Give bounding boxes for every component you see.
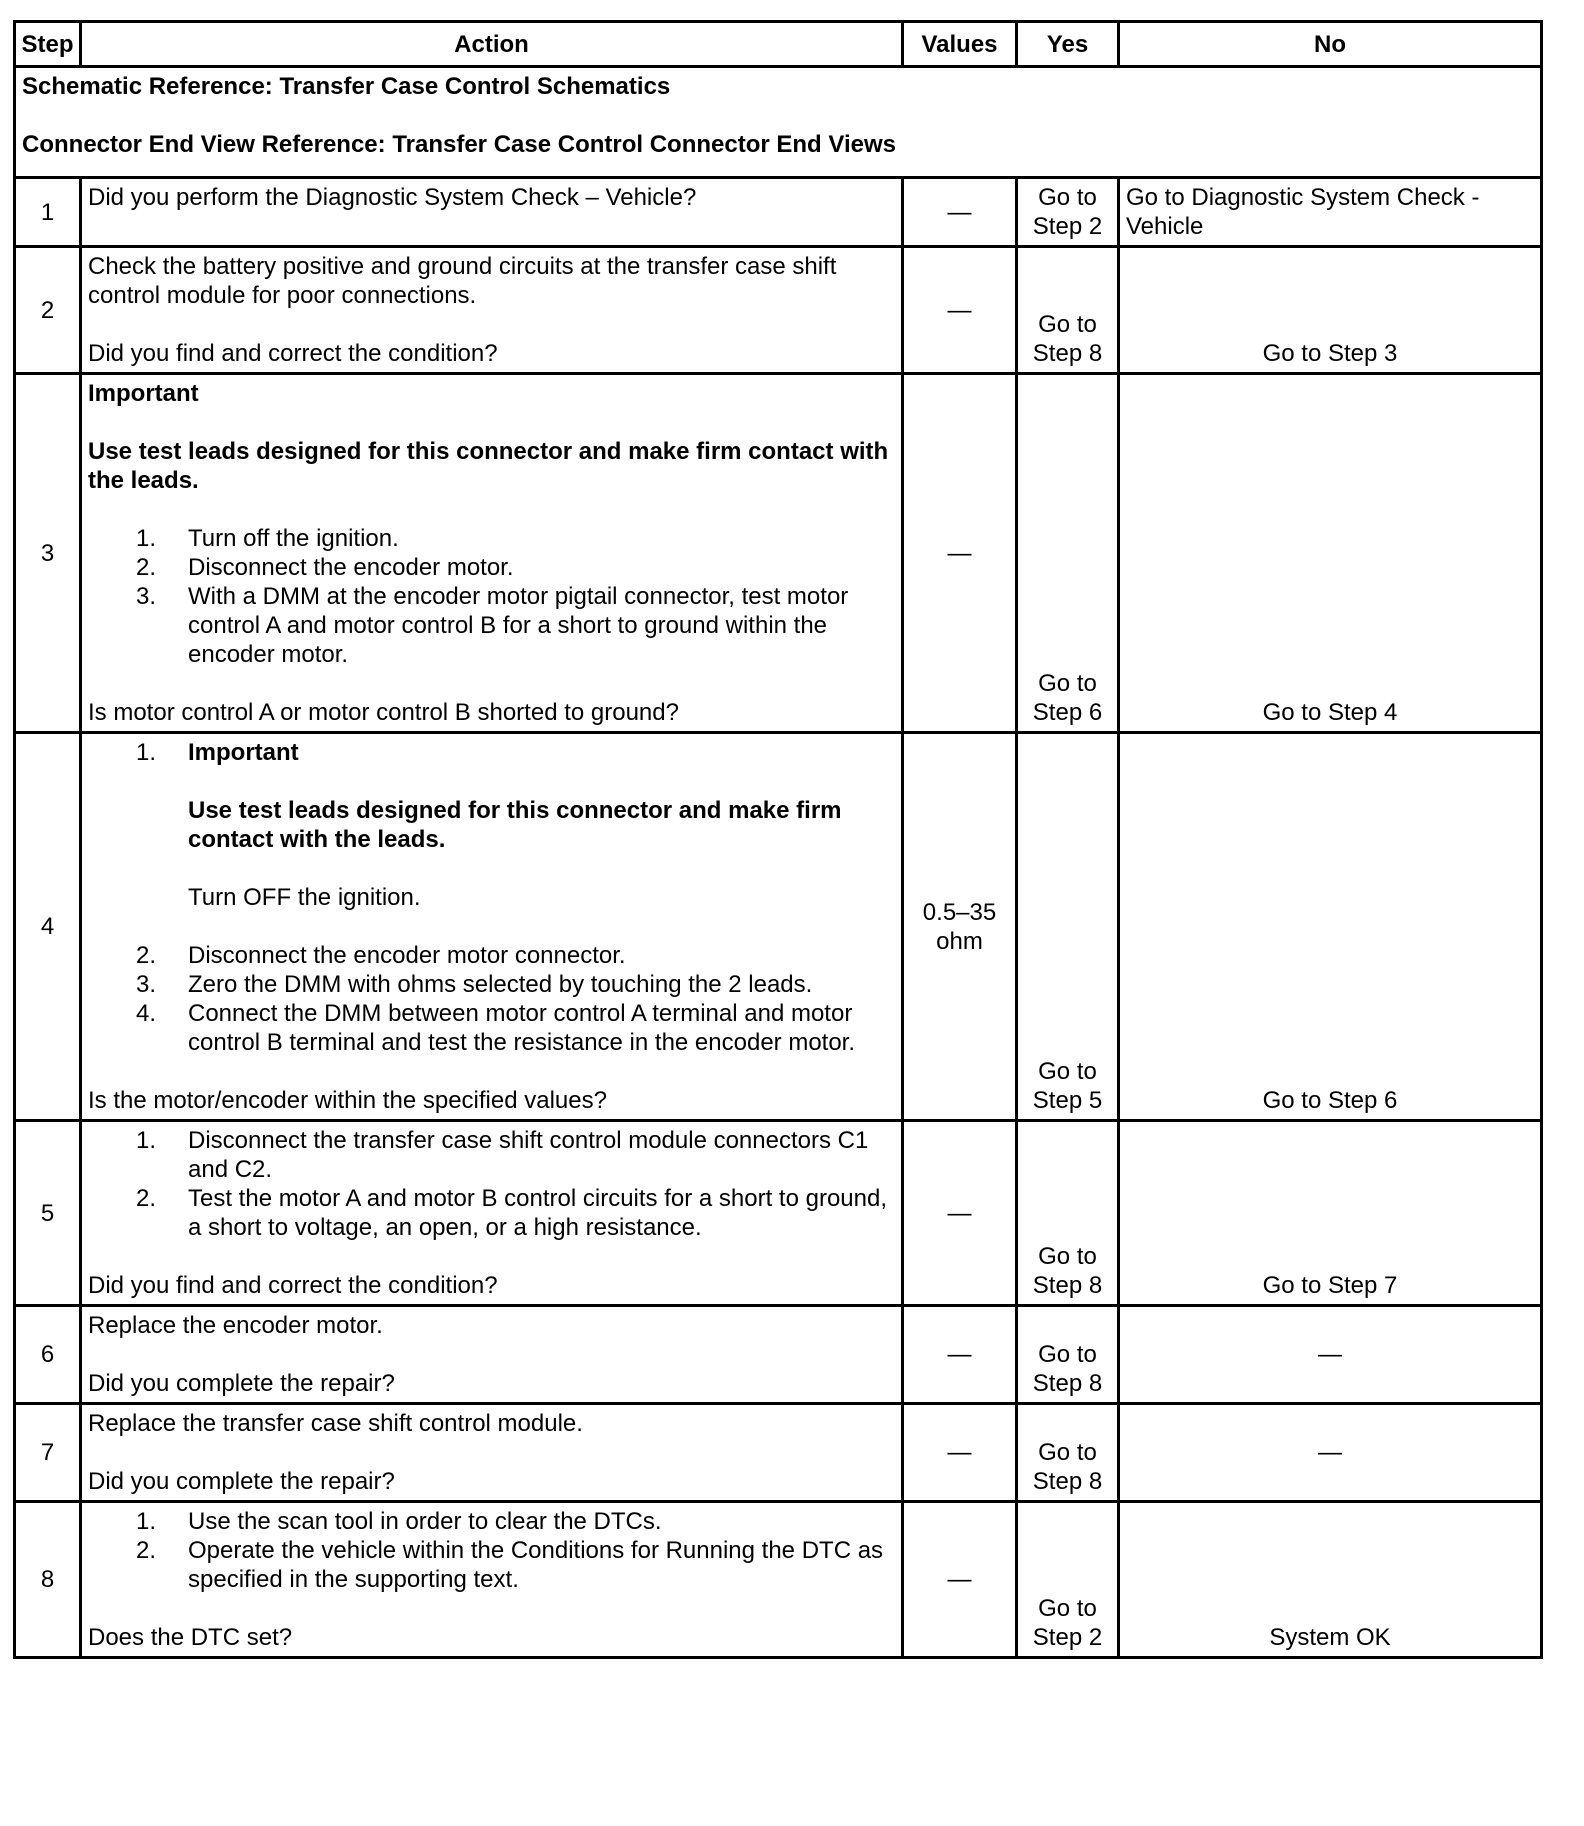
step-question: Did you perform the Diagnostic System Check – Vehicle? (88, 184, 697, 211)
important-text: Use test leads designed for this connector and make firm contact with the leads. (88, 438, 889, 494)
step-question: Does the DTC set? (88, 1624, 293, 1651)
table-row (15, 1502, 1542, 1658)
action-cell (81, 374, 903, 733)
values-cell: — (903, 1121, 1017, 1306)
procedure-list (88, 524, 895, 669)
reference-row (15, 67, 1542, 178)
action-cell (81, 733, 903, 1121)
list-item: 1. Important Use test leads designed for this connector and make firm contact with the leads. Turn OFF the ignition. (88, 738, 895, 941)
step-number: 3 (15, 374, 81, 733)
important-label: Important (188, 739, 299, 766)
values-cell: — (903, 247, 1017, 374)
action-cell (81, 1306, 903, 1404)
action-cell (81, 1121, 903, 1306)
header-values: Values (903, 22, 1017, 67)
procedure-list (88, 1126, 895, 1242)
table-row (15, 247, 1542, 374)
list-item: 2. Disconnect the encoder motor connector. (136, 942, 626, 969)
step-question: Did you complete the repair? (88, 1370, 395, 1397)
action-cell (81, 178, 903, 247)
yes-cell: Go to Step 2 (1017, 1502, 1119, 1658)
step-text: Check the battery positive and ground circuits at the transfer case shift control module for poor connections. (88, 253, 837, 309)
step-number: 1 (15, 178, 81, 247)
no-cell: Go to Step 3 (1119, 247, 1542, 374)
step-number: 5 (15, 1121, 81, 1306)
yes-cell: Go to Step 8 (1017, 1404, 1119, 1502)
item-text: Turn OFF the ignition. (188, 884, 421, 911)
table-row (15, 1404, 1542, 1502)
step-question: Did you find and correct the condition? (88, 1272, 498, 1299)
yes-cell: Go to Step 2 (1017, 178, 1119, 247)
header-row (15, 22, 1542, 67)
step-question: Is the motor/encoder within the specified values? (88, 1087, 607, 1114)
list-item: 2. Test the motor A and motor B control circuits for a short to ground, a short to voltage, an open, or a high resistance. (136, 1185, 887, 1241)
step-text: Replace the transfer case shift control module. (88, 1410, 583, 1437)
step-number: 7 (15, 1404, 81, 1502)
list-item: 3. Zero the DMM with ohms selected by touching the 2 leads. (136, 971, 813, 998)
step-text: Replace the encoder motor. (88, 1312, 383, 1339)
list-item: 2. Disconnect the encoder motor. (136, 554, 514, 581)
no-cell: Go to Step 7 (1119, 1121, 1542, 1306)
list-item: 1. Turn off the ignition. (136, 525, 399, 552)
values-cell: 0.5–35 ohm (903, 733, 1017, 1121)
step-question: Did you find and correct the condition? (88, 340, 498, 367)
header-yes: Yes (1017, 22, 1119, 67)
header-no: No (1119, 22, 1542, 67)
list-item: 2. Operate the vehicle within the Conditions for Running the DTC as specified in the supporting text. (136, 1537, 884, 1593)
no-cell: — (1119, 1306, 1542, 1404)
step-question: Is motor control A or motor control B shorted to ground? (88, 699, 679, 726)
table-row (15, 1121, 1542, 1306)
values-cell: — (903, 1306, 1017, 1404)
table-row (15, 1306, 1542, 1404)
list-item: 4. Connect the DMM between motor control A terminal and motor control B terminal and test the resistance in the encoder motor. (136, 1000, 856, 1056)
procedure-list (88, 1507, 895, 1594)
action-cell (81, 1502, 903, 1658)
step-number: 2 (15, 247, 81, 374)
step-question: Did you complete the repair? (88, 1468, 395, 1495)
table-row (15, 733, 1542, 1121)
no-cell: Go to Step 6 (1119, 733, 1542, 1121)
connector-reference: Connector End View Reference: Transfer Case Control Connector End Views (22, 131, 896, 158)
step-number: 8 (15, 1502, 81, 1658)
yes-cell: Go to Step 8 (1017, 247, 1119, 374)
important-label: Important (88, 380, 199, 407)
important-text: Use test leads designed for this connector and make firm contact with the leads. (188, 797, 842, 853)
yes-cell: Go to Step 5 (1017, 733, 1119, 1121)
yes-cell: Go to Step 8 (1017, 1121, 1119, 1306)
list-item: 3. With a DMM at the encoder motor pigtail connector, test motor control A and motor control B for a short to ground within the encoder motor. (136, 583, 849, 668)
values-cell: — (903, 1404, 1017, 1502)
list-item: 1. Disconnect the transfer case shift control module connectors C1 and C2. (136, 1127, 869, 1183)
action-cell (81, 247, 903, 374)
schematic-reference: Schematic Reference: Transfer Case Control Schematics (22, 73, 671, 100)
no-cell: — (1119, 1404, 1542, 1502)
values-cell: — (903, 374, 1017, 733)
action-cell (81, 1404, 903, 1502)
values-cell: — (903, 178, 1017, 247)
procedure-list (88, 738, 895, 1057)
no-cell: Go to Diagnostic System Check - Vehicle (1119, 178, 1542, 247)
step-number: 4 (15, 733, 81, 1121)
step-number: 6 (15, 1306, 81, 1404)
no-cell: Go to Step 4 (1119, 374, 1542, 733)
list-item: 1. Use the scan tool in order to clear the DTCs. (136, 1508, 662, 1535)
table-row (15, 178, 1542, 247)
table-row (15, 374, 1542, 733)
header-action: Action (81, 22, 903, 67)
values-cell: — (903, 1502, 1017, 1658)
diagnostic-table (13, 20, 1543, 1659)
yes-cell: Go to Step 6 (1017, 374, 1119, 733)
no-cell: System OK (1119, 1502, 1542, 1658)
yes-cell: Go to Step 8 (1017, 1306, 1119, 1404)
header-step: Step (15, 22, 81, 67)
